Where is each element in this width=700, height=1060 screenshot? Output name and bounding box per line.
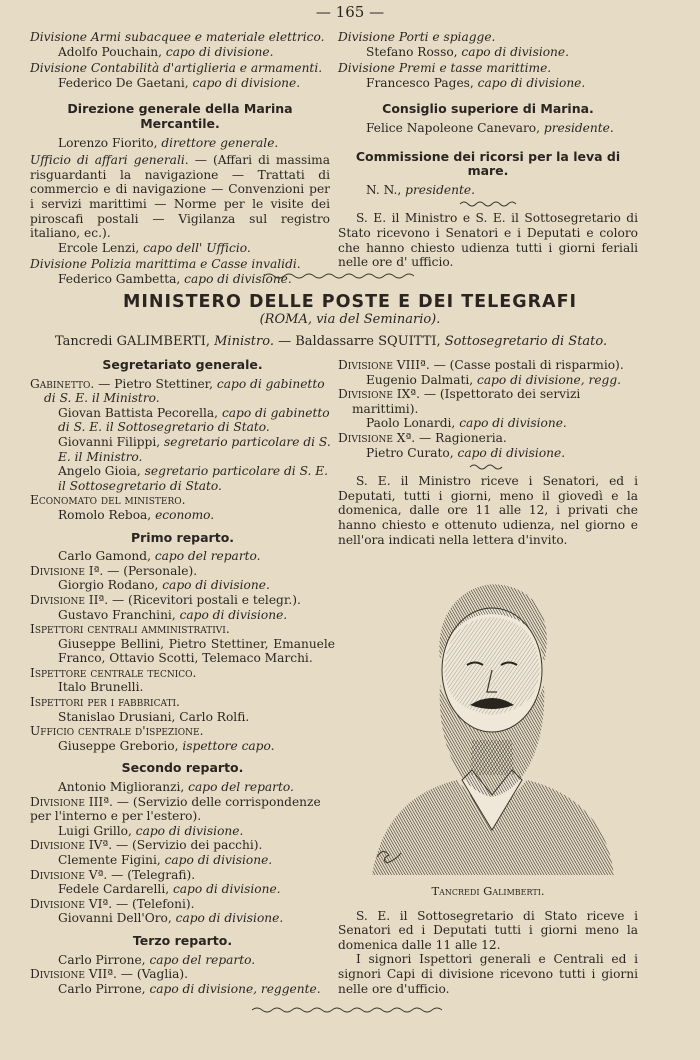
ufficio-head: Ercole Lenzi, capo dell' Ufficio. <box>58 240 251 255</box>
division-head: Stefano Rosso, capo di divisione. <box>366 44 569 59</box>
entry: Antonio Miglioranzi, capo del reparto. <box>58 780 294 795</box>
entry-label: Ispettori per i fabbricati. <box>30 695 180 710</box>
entry: Divisione IVª. — (Servizio dei pacchi). <box>30 838 263 853</box>
ornament-divider <box>458 200 518 208</box>
entry-label: Ispettore centrale tecnico. <box>30 665 197 680</box>
entry: Carlo Pirrone, capo di divisione, reggente. <box>58 981 321 996</box>
entry: Clemente Figini, capo di divisione. <box>58 853 273 867</box>
top-right-column <box>338 30 638 270</box>
entry: Divisione VIª. — (Telefoni). <box>30 896 195 911</box>
ornament-divider <box>262 272 422 280</box>
section-heading: Primo reparto. <box>130 529 235 545</box>
division-label: Divisione Armi subacquee e materiale elettrico. <box>30 30 325 44</box>
ministry-subtitle: (ROMA, via del Seminario). <box>259 312 441 327</box>
entry: Angelo Gioia, segretario particolare di S. E. il Sottosegretario di Stato. <box>58 464 329 493</box>
section-heading: Secondo reparto. <box>121 760 244 776</box>
division-label: Divisione Contabilità d'artiglieria e armamenti. <box>30 61 323 76</box>
division-head: Federico Gambetta, capo di divisione. <box>58 271 292 286</box>
entry: Eugenio Dalmati, capo di divisione, regg. <box>366 372 622 387</box>
entry: Giuseppe Bellini, Pietro Stettiner, Emanuele Franco, Ottavio Scotti, Telemaco Marchi. <box>58 636 335 666</box>
entry: Divisione IIª. — (Ricevitori postali e telegr.). <box>30 592 301 607</box>
lower-left-column <box>30 356 335 996</box>
division-label: Divisione Porti e spiagge. <box>338 30 496 44</box>
ornament-divider <box>250 1006 450 1014</box>
entry: Divisione VIIIª. — (Casse postali di risparmio). <box>338 358 624 372</box>
entry: Romolo Reboa, economo. <box>58 507 215 522</box>
page-number: — 165 — <box>315 3 385 21</box>
entry-label: Ispettori centrali amministrativi. <box>30 622 230 637</box>
lower-right-after-portrait <box>338 878 638 996</box>
top-left-column <box>30 30 330 287</box>
president-line: Felice Napoleone Canevaro, presidente. <box>366 120 614 135</box>
ufficio-paragraph: Ufficio di affari generali. — (Affari di massima risguardanti la navigazione — Trattati di commercio e di navigazione — Convenzioni per i servizi marittimi — Norme per le visite dei piroscafi postali — Vigilanza sul registro italiano, ec.). <box>30 153 330 241</box>
president-line: N. N., presidente. <box>366 182 475 197</box>
entry: Gabinetto. — Pietro Stettiner, capo di gabinetto di S. E. il Ministro. <box>30 376 325 406</box>
entry: Paolo Lonardi, capo di divisione. <box>366 416 567 431</box>
ministry-heads: Tancredi GALIMBERTI, Ministro. — Baldassarre SQUITTI, Sottosegretario di Stato. <box>55 334 608 349</box>
ornament-divider <box>468 463 508 471</box>
entry: Stanislao Drusiani, Carlo Rolfi. <box>58 709 250 724</box>
entry: Fedele Cardarelli, capo di divisione. <box>58 882 281 897</box>
portrait-engraving <box>362 565 622 875</box>
entry: Giuseppe Greborio, ispettore capo. <box>58 738 275 753</box>
entry: Italo Brunelli. <box>58 680 144 695</box>
division-label: Divisione Premi e tasse marittime. <box>338 61 552 76</box>
entry-label: Economato del ministero. <box>30 493 186 508</box>
section-heading: Consiglio superiore di Marina. <box>382 101 594 117</box>
section-heading: Direzione generale della Marina Mercantile. <box>67 101 293 131</box>
entry: Gustavo Franchini, capo di divisione. <box>58 607 288 622</box>
entry-label: Ufficio centrale d'ispezione. <box>30 724 204 739</box>
entry: Divisione IXª. — (Ispettorato dei servizi marittimi). <box>338 387 581 416</box>
entry: Giovan Battista Pecorella, capo di gabinetto di S. E. il Sottosegretario di Stato. <box>58 405 330 435</box>
udienza-paragraph: I signori Ispettori generali e Centrali ed i signori Capi di divisione ricevono tutti i giorni nelle ore d'ufficio. <box>338 952 638 996</box>
entry: Luigi Grillo, capo di divisione. <box>58 823 244 838</box>
entry: Carlo Pirrone, capo del reparto. <box>58 952 256 967</box>
udienza-paragraph: S. E. il Ministro riceve i Senatori, ed i Deputati, tutti i giorni, meno il giovedì e la domenica, dalle ore 11 alle 12, i privati che hanno chiesto e ottenuto udienza, nel giorno e nell'ora indicati nella lettera d'invito. <box>338 474 638 547</box>
portrait-caption: Tancredi Galimberti. <box>431 884 545 898</box>
entry: Carlo Gamond, capo del reparto. <box>58 549 261 564</box>
entry: Giovanni Dell'Oro, capo di divisione. <box>58 911 284 926</box>
entry: Divisione Vª. — (Telegrafi). <box>30 867 196 882</box>
entry: Divisione Iª. — (Personale). <box>30 563 198 578</box>
entry: Pietro Curato, capo di divisione. <box>366 445 566 460</box>
section-heading: Segretariato generale. <box>102 357 263 372</box>
entry: Divisione IIIª. — (Servizio delle corrispondenze per l'interno e per l'estero). <box>30 794 321 824</box>
udienza-paragraph: S. E. il Sottosegretario di Stato riceve i Senatori ed i Deputati tutti i giorni meno la domenica dalle 11 alle 12. <box>338 908 638 952</box>
entry: Giorgio Rodano, capo di divisione. <box>58 578 270 593</box>
lower-right-column <box>338 358 638 547</box>
entry: Divisione VIIª. — (Vaglia). <box>30 967 189 982</box>
division-head: Francesco Pages, capo di divisione. <box>366 75 586 90</box>
section-heading: Commissione dei ricorsi per la leva di mare. <box>355 148 621 179</box>
entry: Giovanni Filippi, segretario particolare di S. E. il Ministro. <box>58 434 331 464</box>
ministry-title: MINISTERO DELLE POSTE E DEI TELEGRAFI <box>122 292 578 312</box>
director-line: Lorenzo Fiorito, direttore generale. <box>58 135 279 150</box>
udienza-paragraph: S. E. il Ministro e S. E. il Sottosegretario di Stato ricevono i Senatori e i Deputati e coloro che hanno chiesto udienza tutti i giorni feriali nelle ore d' ufficio. <box>338 211 638 270</box>
division-head: Adolfo Pouchain, capo di divisione. <box>58 44 274 59</box>
entry: Divisione Xª. — Ragioneria. <box>338 430 507 445</box>
division-label: Divisione Polizia marittima e Casse invalidi. <box>30 257 301 272</box>
section-heading: Terzo reparto. <box>132 932 233 948</box>
division-head: Federico De Gaetani, capo di divisione. <box>58 75 301 90</box>
